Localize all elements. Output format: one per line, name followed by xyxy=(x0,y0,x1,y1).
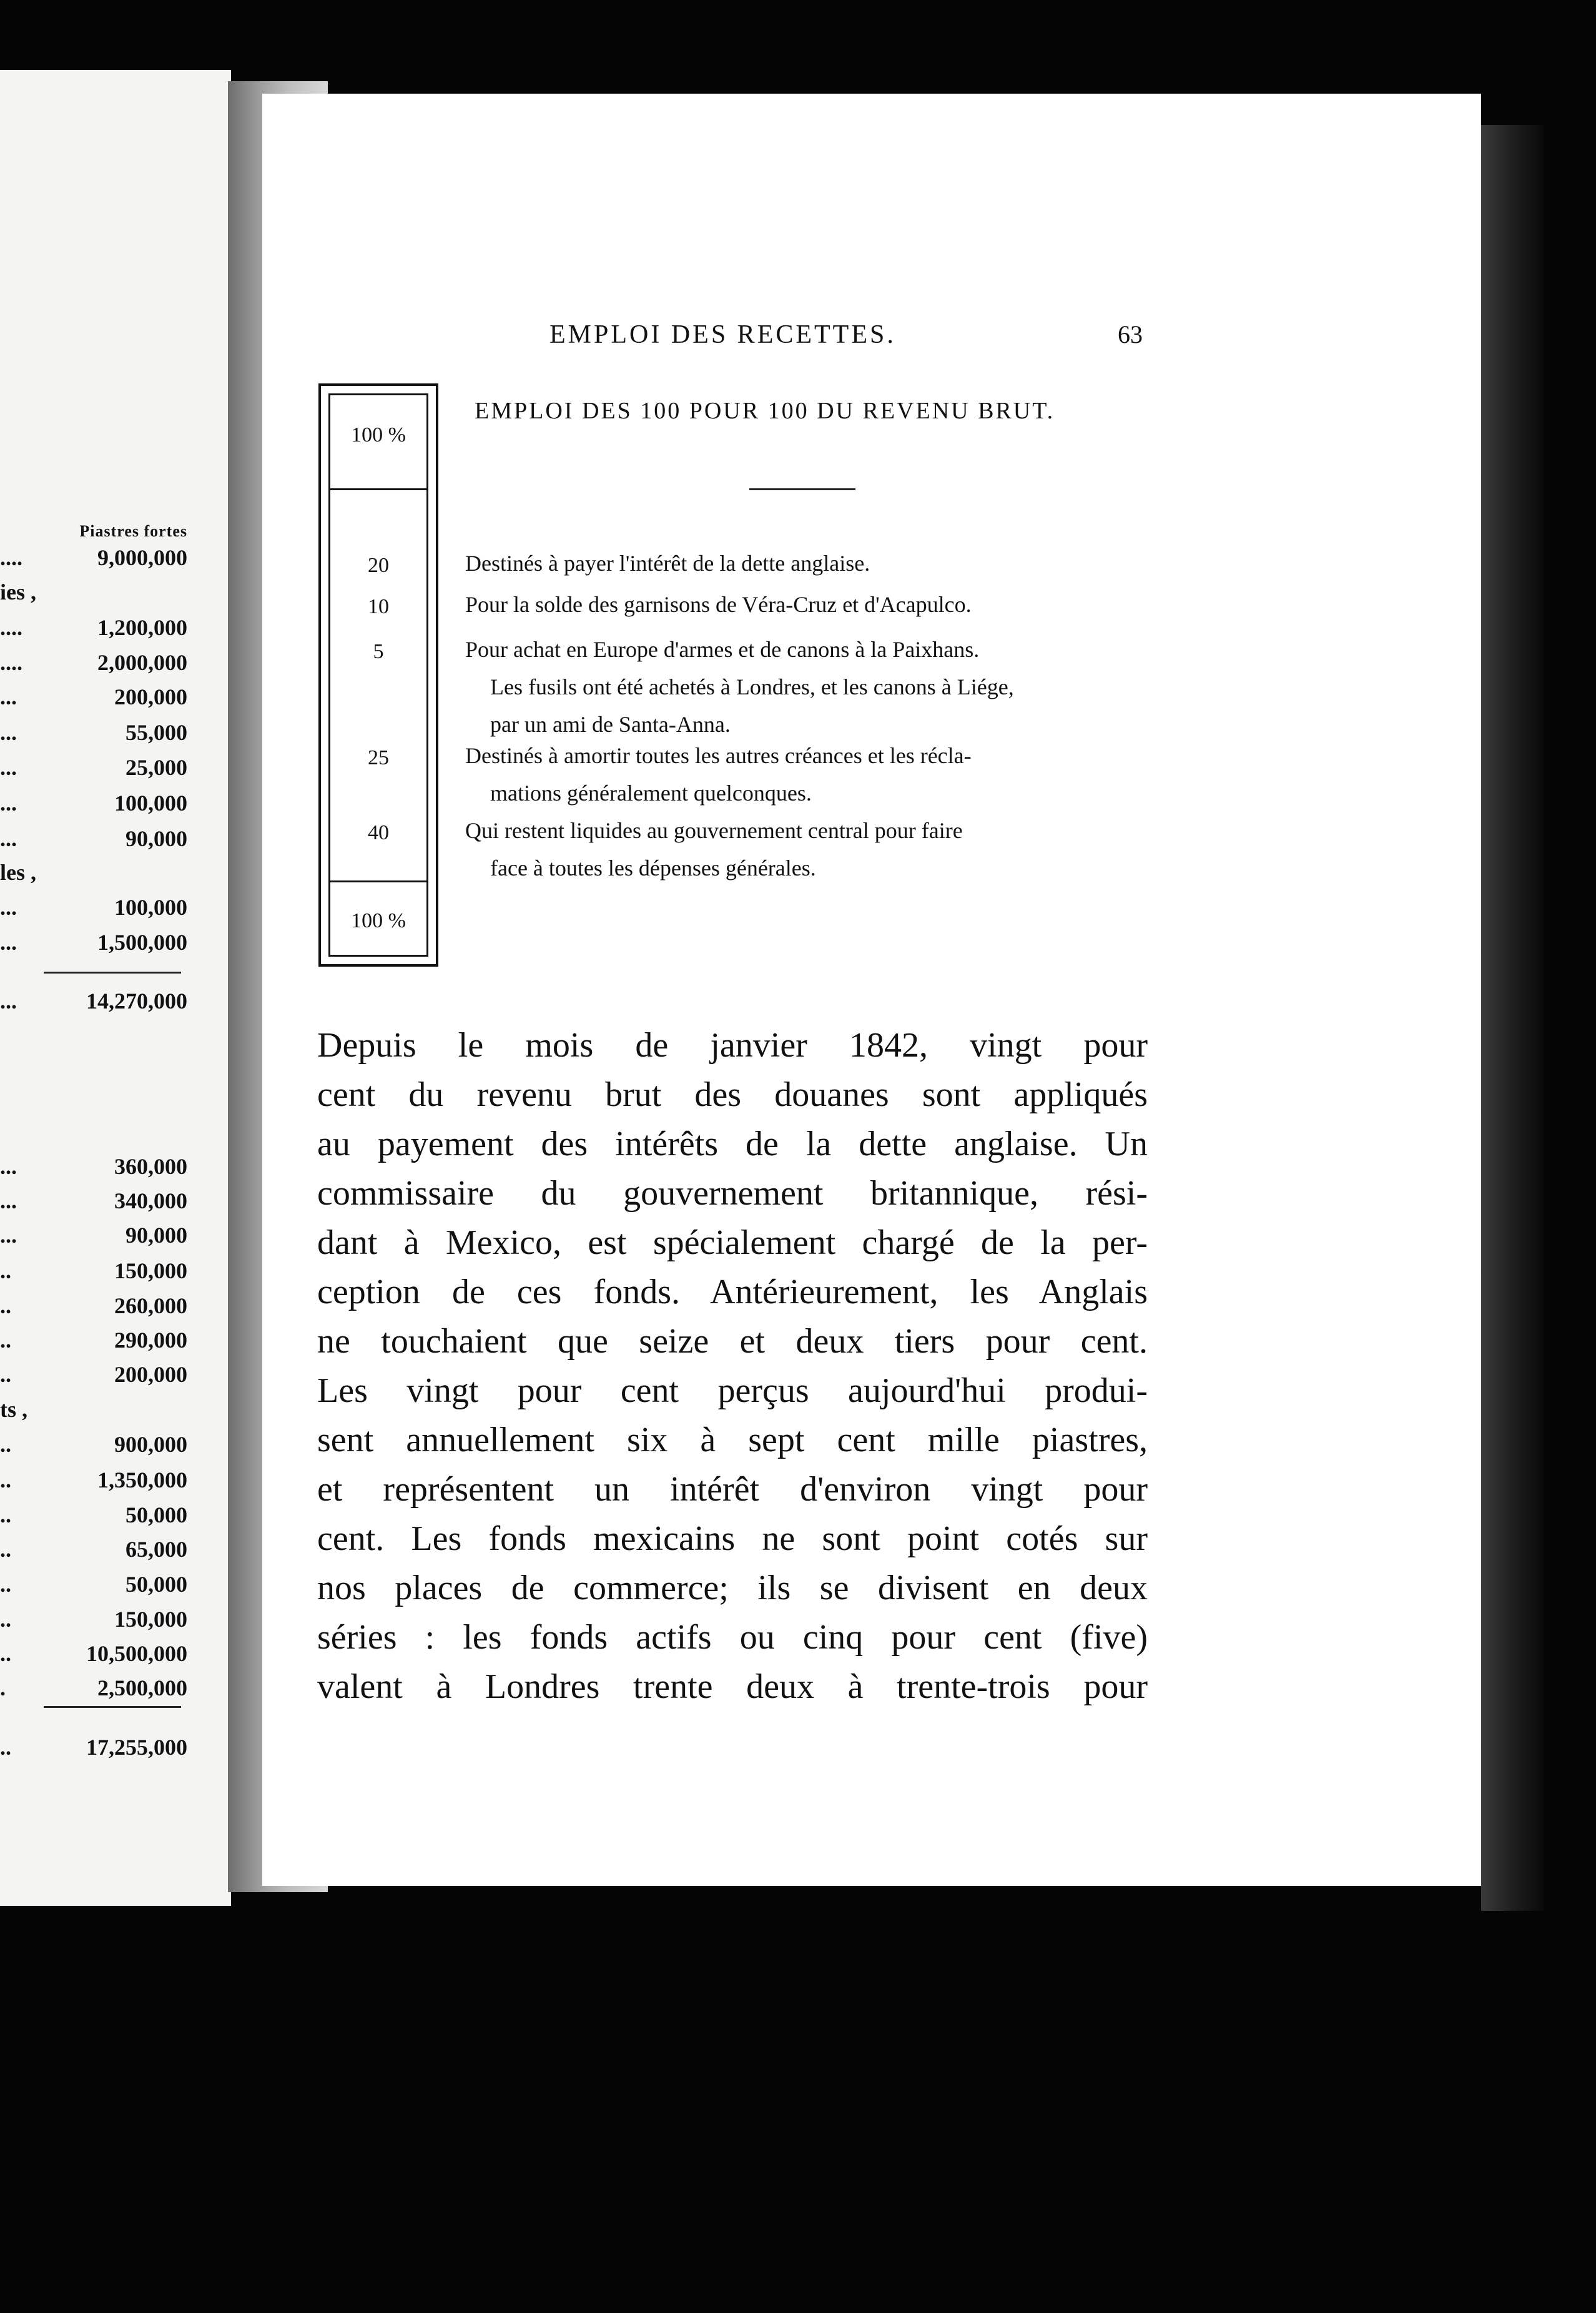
ledger-row-value: 150,000 xyxy=(114,1258,187,1283)
ledger-row-label: ... xyxy=(0,989,17,1013)
entry-percentage: 10 xyxy=(368,595,389,618)
ledger-row-value: 360,000 xyxy=(114,1154,187,1179)
ledger-row xyxy=(0,1431,187,1466)
ledger-row-label: ... xyxy=(0,1188,17,1213)
ledger-row-label: ... xyxy=(0,895,17,920)
ledger-row-label: .. xyxy=(0,1467,11,1492)
ledger-total-rule xyxy=(44,1706,181,1708)
ledger-row xyxy=(0,1502,187,1537)
paragraph-line: cent. Les fonds mexicains ne sont point cotés sur xyxy=(317,1519,1148,1558)
ledger-row xyxy=(0,545,187,579)
ledger-row-label: .. xyxy=(0,1735,11,1760)
ledger-row xyxy=(0,579,187,614)
ledger-row xyxy=(0,649,187,684)
allocation-entry xyxy=(465,812,1155,887)
paragraph-line: sent annuellement six à sept cent mille piastres, xyxy=(317,1421,1148,1459)
paragraph-line: ception de ces fonds. Antérieurement, les Anglais xyxy=(317,1273,1148,1311)
ledger-row-label: les , xyxy=(0,860,36,885)
ledger-row-value: 2,500,000 xyxy=(97,1675,187,1700)
ledger-row-value: 260,000 xyxy=(114,1293,187,1318)
paragraph-line: Depuis le mois de janvier 1842, vingt pour xyxy=(317,1026,1148,1065)
paragraph-line: et représentent un intérêt d'environ vingt pour xyxy=(317,1470,1148,1509)
entry-line: Pour achat en Europe d'armes et de canons à la Paixhans. xyxy=(465,637,980,662)
ledger-row-label: ... xyxy=(0,791,17,816)
paragraph-line: valent à Londres trente deux à trente-trois pour xyxy=(317,1667,1148,1706)
ledger-row-label: .. xyxy=(0,1258,11,1283)
ledger-row-label: .. xyxy=(0,1502,11,1527)
ledger-row-label: ... xyxy=(0,826,17,851)
ledger-row-value: 900,000 xyxy=(114,1432,187,1457)
ledger-row xyxy=(0,1606,187,1641)
ledger-row-label: ... xyxy=(0,720,17,745)
ledger-row xyxy=(0,790,187,825)
entry-line: Qui restent liquides au gouvernement central pour faire xyxy=(465,818,963,843)
ledger-row-value: 90,000 xyxy=(126,1223,187,1248)
ledger-total-rule xyxy=(44,972,181,974)
body-paragraph xyxy=(317,1021,1148,1712)
ledger-row xyxy=(0,1258,187,1293)
ledger-row-label: ts , xyxy=(0,1397,27,1422)
ledger-row xyxy=(0,1293,187,1328)
ledger-row-label: . xyxy=(0,1675,6,1700)
page-number: 63 xyxy=(1118,320,1143,348)
ledger-row-label: .. xyxy=(0,1362,11,1387)
ledger-row-label: .. xyxy=(0,1641,11,1666)
ledger-row-value: 2,000,000 xyxy=(97,650,187,675)
ledger-row-label: .. xyxy=(0,1607,11,1632)
ledger-row xyxy=(0,859,187,894)
ledger-row-value: 9,000,000 xyxy=(97,545,187,570)
ledger-row-value: 17,255,000 xyxy=(86,1735,187,1760)
ledger-row xyxy=(0,1396,187,1431)
running-head: EMPLOI DES RECETTES. xyxy=(549,320,896,349)
percentage-box-inner xyxy=(328,393,428,957)
ledger-row xyxy=(0,719,187,754)
ledger-row xyxy=(0,1571,187,1606)
entry-percentage: 5 xyxy=(373,640,384,663)
ledger-row-label: .... xyxy=(0,650,22,675)
ledger-row-label: ... xyxy=(0,930,17,955)
ledger-row-label: .... xyxy=(0,545,22,570)
ledger-row xyxy=(0,1734,187,1769)
allocation-entry xyxy=(465,737,1155,812)
ledger-row-value: 100,000 xyxy=(114,895,187,920)
ledger-row xyxy=(0,1188,187,1223)
allocation-entry xyxy=(465,545,1155,582)
ledger-row-label: .. xyxy=(0,1572,11,1597)
ledger-row xyxy=(0,1153,187,1188)
ledger-row xyxy=(0,826,187,861)
box-divider-bottom xyxy=(328,880,428,882)
ledger-row xyxy=(0,614,187,649)
ledger-row xyxy=(0,1467,187,1502)
ledger-row-label: ... xyxy=(0,684,17,709)
entry-line: Les fusils ont été achetés à Londres, et les canons à Liége, xyxy=(490,674,1014,699)
column-header: Piastres fortes xyxy=(79,522,187,540)
entry-line: Destinés à amortir toutes les autres créances et les récla- xyxy=(465,743,972,768)
ledger-row-value: 10,500,000 xyxy=(86,1641,187,1666)
table-title: EMPLOI DES 100 POUR 100 DU REVENU BRUT. xyxy=(475,398,1055,424)
entry-line: face à toutes les dépenses générales. xyxy=(490,856,816,880)
percentage-box xyxy=(318,383,438,967)
ledger-row xyxy=(0,1222,187,1257)
ledger-row-value: 290,000 xyxy=(114,1328,187,1353)
ledger-row-label: .. xyxy=(0,1432,11,1457)
box-divider-top xyxy=(328,488,428,490)
ledger-row-label: .. xyxy=(0,1328,11,1353)
entry-percentage: 40 xyxy=(368,821,389,844)
page-edge xyxy=(1481,125,1544,1911)
ledger-row xyxy=(0,894,187,929)
ledger-row-label: .... xyxy=(0,615,22,640)
paragraph-line: nos places de commerce; ils se divisent en deux xyxy=(317,1569,1148,1607)
entry-line: Destinés à payer l'intérêt de la dette anglaise. xyxy=(465,551,870,576)
ledger-row-label: ies , xyxy=(0,579,36,604)
ledger-row-label: .. xyxy=(0,1293,11,1318)
ledger-row xyxy=(0,1675,187,1710)
ledger-row-value: 340,000 xyxy=(114,1188,187,1213)
ledger-row xyxy=(0,1361,187,1396)
ledger-row-value: 50,000 xyxy=(126,1572,187,1597)
ledger-row-value: 50,000 xyxy=(126,1502,187,1527)
box-footer: 100 % xyxy=(351,909,406,932)
ledger-row-value: 200,000 xyxy=(114,684,187,709)
ledger-row xyxy=(0,1536,187,1571)
ledger-row-value: 90,000 xyxy=(126,826,187,851)
ledger-row-value: 200,000 xyxy=(114,1362,187,1387)
ledger-row xyxy=(0,1640,187,1675)
entry-line: mations généralement quelconques. xyxy=(490,781,812,806)
previous-page xyxy=(0,70,231,1906)
ledger-row-value: 25,000 xyxy=(126,755,187,780)
box-header: 100 % xyxy=(351,423,406,446)
ledger-row-value: 65,000 xyxy=(126,1537,187,1562)
paragraph-line: commissaire du gouvernement britannique, rési- xyxy=(317,1174,1148,1213)
ledger-row-label: .. xyxy=(0,1537,11,1562)
ledger-row xyxy=(0,684,187,719)
ledger-row-value: 1,200,000 xyxy=(97,615,187,640)
ledger-row xyxy=(0,1327,187,1362)
ledger-row-label: ... xyxy=(0,755,17,780)
ledger-row-label: ... xyxy=(0,1154,17,1179)
title-rule xyxy=(749,488,855,490)
entry-percentage: 20 xyxy=(368,554,389,577)
paragraph-line: séries : les fonds actifs ou cinq pour cent (five) xyxy=(317,1618,1148,1657)
paragraph-line: Les vingt pour cent perçus aujourd'hui produi- xyxy=(317,1371,1148,1410)
ledger-row-value: 14,270,000 xyxy=(86,989,187,1013)
paragraph-line: cent du revenu brut des douanes sont appliqués xyxy=(317,1075,1148,1114)
ledger-row xyxy=(0,754,187,789)
ledger-row-value: 1,350,000 xyxy=(97,1467,187,1492)
ledger-row-label: ... xyxy=(0,1223,17,1248)
ledger-row-value: 100,000 xyxy=(114,791,187,816)
ledger-row-value: 1,500,000 xyxy=(97,930,187,955)
entry-line: Pour la solde des garnisons de Véra-Cruz et d'Acapulco. xyxy=(465,592,972,617)
paragraph-line: ne touchaient que seize et deux tiers pour cent. xyxy=(317,1322,1148,1361)
ledger-row xyxy=(0,988,187,1023)
allocation-entry xyxy=(465,631,1155,743)
entry-line: par un ami de Santa-Anna. xyxy=(490,712,731,737)
ledger-row-value: 150,000 xyxy=(114,1607,187,1632)
ledger-row xyxy=(0,929,187,964)
paragraph-line: dant à Mexico, est spécialement chargé de la per- xyxy=(317,1223,1148,1262)
paragraph-line: au payement des intérêts de la dette anglaise. Un xyxy=(317,1125,1148,1163)
allocation-entry xyxy=(465,586,1155,623)
entry-percentage: 25 xyxy=(368,746,389,769)
ledger-row-value: 55,000 xyxy=(126,720,187,745)
